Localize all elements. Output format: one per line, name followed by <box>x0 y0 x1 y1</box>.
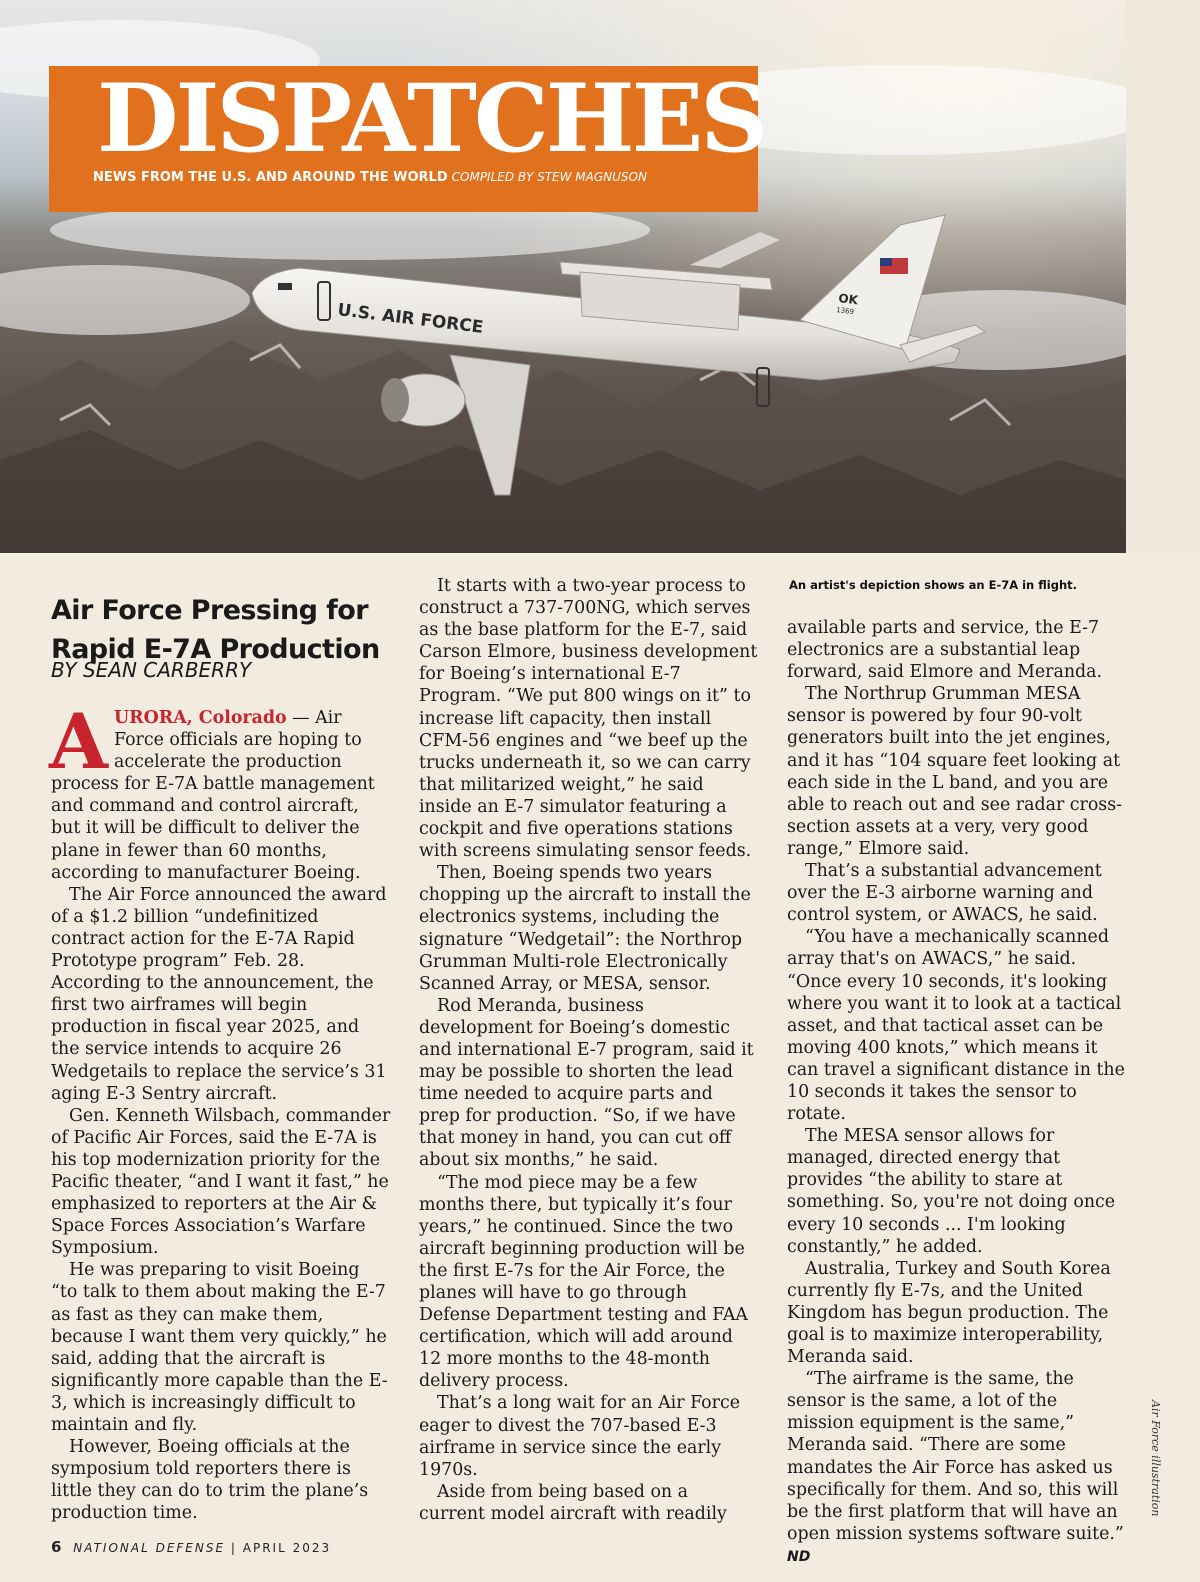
dateline: URORA, Colorado <box>113 708 287 728</box>
paragraph: However, Boeing officials at the symposium told reporters there is little they can do to trim the plane’s production time. <box>51 1437 369 1524</box>
dispatches-banner <box>49 64 766 212</box>
section-tagline: NEWS FROM THE U.S. AND AROUND THE WORLD <box>93 170 448 185</box>
tail-number: 1369 <box>835 306 855 317</box>
paragraph: He was preparing to visit Boeing “to talk to them about making the E-7 as fast as they can make them, because I want them very quickly,” he said, adding that the aircraft is significantly more capable than the E-3, which is increasingly difficult to maintain and fly. <box>51 1260 388 1435</box>
paragraph: available parts and service, the E-7 electronics are a substantial leap forward, said Elmore and Meranda. <box>787 618 1103 683</box>
column-3 <box>787 617 1127 1568</box>
paragraph: Aside from being based on a current model aircraft with readily <box>419 1481 727 1524</box>
drop-cap: A <box>49 697 108 786</box>
article-headline: Air Force Pressing for Rapid E-7A Production <box>51 595 380 666</box>
paragraph: Australia, Turkey and South Korea currently fly E-7s, and the United Kingdom has begun production. The goal is to maximize interoperability, Meranda said. <box>787 1258 1111 1368</box>
image-caption: An artist's depiction shows an E-7A in flight. <box>789 578 1077 592</box>
paragraph: That’s a long wait for an Air Force eager to divest the 707-based E-3 airframe in service since the early 1970s. <box>419 1393 740 1480</box>
end-mark: ND <box>787 1548 811 1565</box>
paragraph: The Air Force announced the award of a $1.2 billion “undefinitized contract action for the E-7A Rapid Prototype program” Feb. 28. According to the announcement, the first two airframes will begin production in fiscal year 2025, and the service intends to acquire 26 Wedgetails to replace the service’s 31 aging E-3 Sentry aircraft. <box>51 884 387 1104</box>
paragraph: It starts with a two-year process to construct a 737-700NG, which serves as the base platform for the E-7, said Carson Elmore, business development for Boeing’s international E-7 Program. “We put 800 wings on it” to increase lift capacity, then install CFM-56 engines and “we beef up the trucks underneath it, so we can carry that militarized weight,” he said inside an E-7 simulator featuring a cockpit and five operations stations with screens simulating sensor feeds. <box>419 576 758 862</box>
section-title: DISPATCHES <box>97 64 766 174</box>
paragraph-text: — Air Force officials are hoping to accelerate the production process for E-7A battle management and command and control aircraft, but it will be difficult to deliver the plane in fewer than 60 months, according to manufacturer Boeing. <box>51 708 375 883</box>
image-credit: Air Force illustration <box>1149 1400 1162 1517</box>
page-number: 6 <box>51 1538 62 1556</box>
page-footer <box>51 1538 331 1556</box>
paragraph: “The mod piece may be a few months there, but typically it’s four years,” he continued. Since the two aircraft beginning production will be the first E-7s for the Air Force, the planes will have to go through Defense Department testing and FAA certification, which will add around 12 more months to the 48-month delivery process. <box>419 1172 748 1392</box>
hero-image <box>0 0 1126 553</box>
lede-paragraph <box>49 697 391 884</box>
issue-date: APRIL 2023 <box>242 1541 332 1555</box>
section-subtitle <box>93 170 647 185</box>
tail-code: OK <box>837 291 859 308</box>
final-paragraph <box>787 1368 1127 1568</box>
paragraph: The Northrup Grumman MESA sensor is powered by four 90-volt generators built into the jet engines, and it has “104 square feet looking at each side in the L band, and you are able to reach out and see radar cross-section assets at a very, very good range,” Elmore said. <box>787 684 1123 859</box>
paragraph: Then, Boeing spends two years chopping up the aircraft to install the electronics systems, including the signature “Wedgetail”: the Northrop Grumman Multi-role Electronically Scanned Array, or MESA, sensor. <box>419 863 751 994</box>
footer-separator: | <box>230 1541 237 1555</box>
article-byline: BY SEAN CARBERRY <box>51 658 252 682</box>
compiled-by: COMPILED BY STEW MAGNUSON <box>451 170 647 184</box>
column-1 <box>49 697 391 1524</box>
fuselage-lettering: U.S. AIR FORCE <box>336 300 485 338</box>
paragraph: Rod Meranda, business development for Boeing’s domestic and international E-7 program, said it may be possible to shorten the lead time needed to acquire parts and prep for production. “So, if we have that money in hand, you can cut off about six months,” he said. <box>419 995 754 1171</box>
paragraph: Gen. Kenneth Wilsbach, commander of Pacific Air Forces, said the E-7A is his top modernization priority for the Pacific theater, “and I want it fast,” he emphasized to reporters at the Air & Space Forces Association’s Warfare Symposium. <box>51 1105 391 1259</box>
publication-name: NATIONAL DEFENSE <box>73 1541 226 1555</box>
paragraph-text: “The airframe is the same, the sensor is the same, a lot of the mission equipment is the same,” Meranda said. “There are some mandates the Air Force has asked us specifically for them. And so, this will be the first platform that will have an open mission systems software suite.” <box>787 1369 1124 1544</box>
paragraph: “You have a mechanically scanned array that's on AWACS,” he said. “Once every 10 seconds, it's looking where you want it to look at a tactical asset, and that tactical asset can be moving 400 knots,” which means it can travel a significant distance in the 10 seconds it takes the sensor to rotate. <box>787 927 1125 1125</box>
page-margin <box>1126 0 1200 553</box>
paragraph: The MESA sensor allows for managed, directed energy that provides “the ability to stare at something. So, you're not doing once every 10 seconds ... I'm looking constantly,” he added. <box>787 1126 1116 1257</box>
column-2 <box>419 575 759 1525</box>
paragraph: That’s a substantial advancement over the E-3 airborne warning and control system, or AWACS, he said. <box>787 861 1102 926</box>
